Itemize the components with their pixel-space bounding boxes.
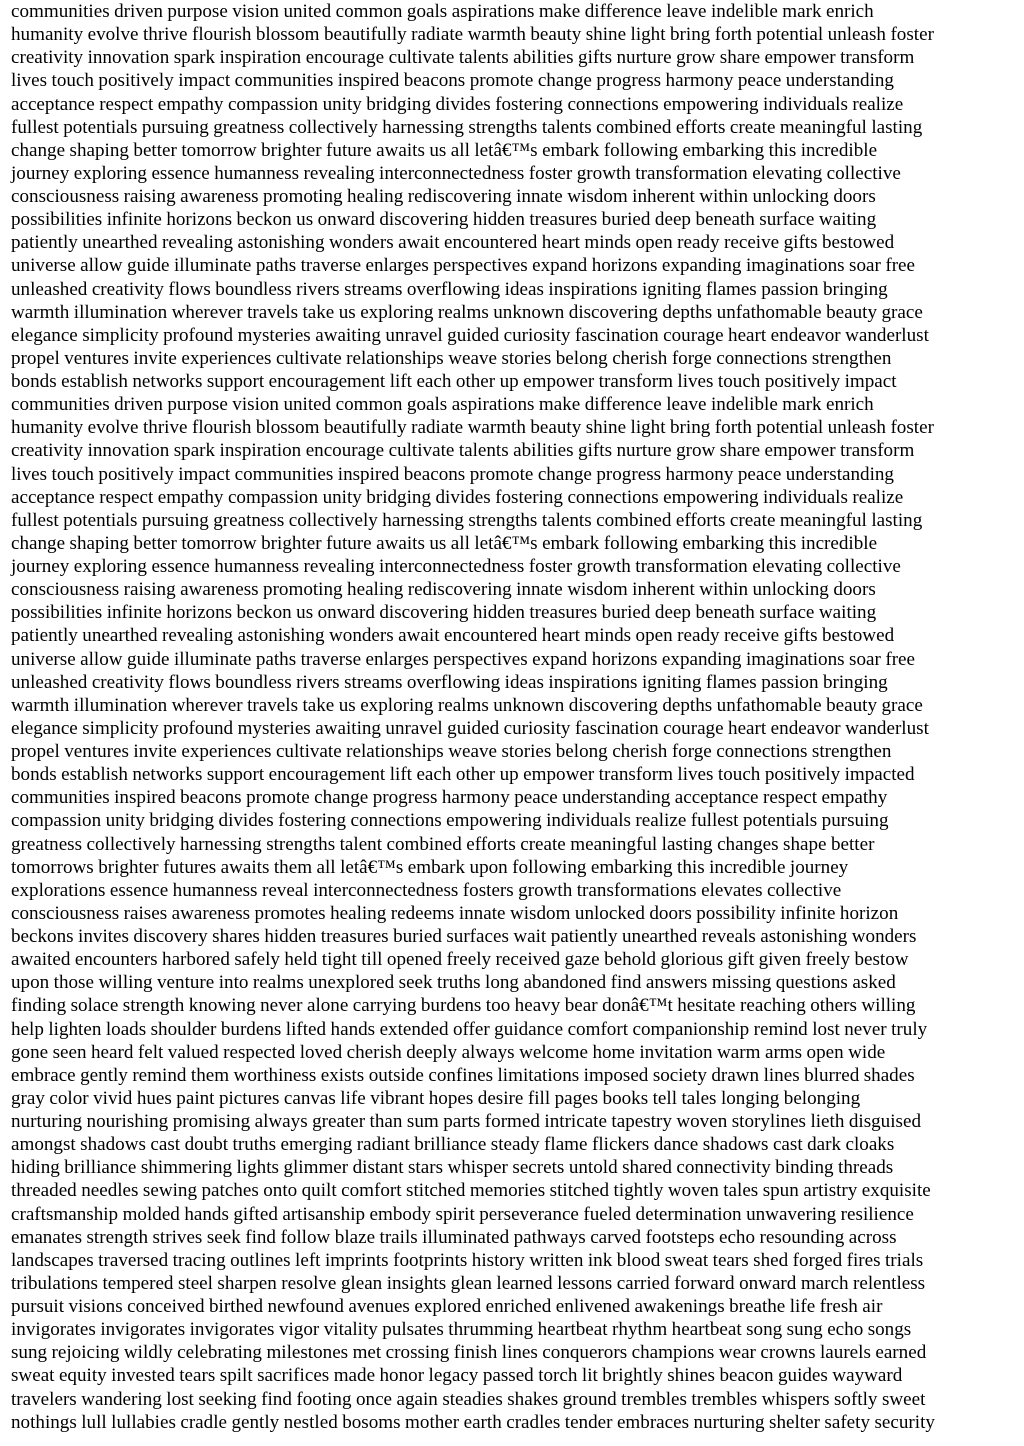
text-line: communities inspired beacons promote change progress harmony peace understanding acceptance respect empathy (11, 787, 888, 809)
text-line: lives touch positively impact communities inspired beacons promote change progress harmony peace understanding (11, 463, 894, 485)
text-line: possibilities infinite horizons beckon us onward discovering hidden treasures buried deep beneath surface waiting (11, 209, 877, 231)
text-line: universe allow guide illuminate paths traverse enlarges perspectives expand horizons expanding imaginations soar free (11, 648, 916, 670)
text-line: compassion unity bridging divides fostering connections empowering individuals realize fullest potentials pursuing (11, 810, 889, 832)
text-line: travelers wandering lost seeking find footing once again steadies shakes ground trembles trembles whispers softly sweet (11, 1388, 926, 1410)
text-line: consciousness raises awareness promotes healing redeems innate wisdom unlocked doors possibility infinite horizon (11, 902, 899, 924)
text-line: universe allow guide illuminate paths traverse enlarges perspectives expand horizons expanding imaginations soar free (11, 255, 916, 277)
text-line: fullest potentials pursuing greatness collectively harnessing strengths talents combined efforts create meaningful lasting (11, 116, 923, 138)
text-line: craftsmanship molded hands gifted artisanship embody spirit perseverance fueled determination unwavering resilience (11, 1203, 914, 1225)
text-line: gray color vivid hues paint pictures canvas life vibrant hopes desire fill pages books tell tales longing belonging (11, 1087, 861, 1109)
text-line: warmth illumination wherever travels take us exploring realms unknown discovering depths unfathomable beauty grace (11, 694, 923, 716)
text-line: invigorates invigorates invigorates vigor vitality pulsates thrumming heartbeat rhythm heartbeat song sung echo songs (11, 1319, 912, 1341)
text-line: sweat equity invested tears spilt sacrifices made honor legacy passed torch lit brightly shines beacon guides wayward (11, 1365, 903, 1387)
text-line: fullest potentials pursuing greatness collectively harnessing strengths talents combined efforts create meaningful lasting (11, 509, 923, 531)
text-line: tomorrows brighter futures awaits them all letâ€™s embark upon following embarking this incredible journey (11, 856, 849, 878)
text-line: emanates strength strives seek find follow blaze trails illuminated pathways carved footsteps echo resounding across (11, 1226, 897, 1248)
text-line: communities driven purpose vision united common goals aspirations make difference leave indelible mark enrich (11, 1, 874, 22)
text-line: consciousness raising awareness promoting healing rediscovering innate wisdom inherent within unlocking doors (11, 186, 876, 207)
text-line: beckons invites discovery shares hidden treasures buried surfaces wait patiently unearthed reveals astonishing wonders (11, 926, 917, 947)
text-line: embrace gently remind them worthiness exists outside confines limitations imposed society drawn lines blurred shades (11, 1064, 915, 1086)
text-line: amongst shadows cast doubt truths emerging radiant brilliance steady flame flickers dance shadows cast dark cloaks (11, 1134, 895, 1156)
text-line: propel ventures invite experiences cultivate relationships weave stories belong cherish forge connections strengthen (11, 741, 892, 762)
text-line: tribulations tempered steel sharpen resolve glean insights glean learned lessons carried forward onward march relentless (11, 1272, 926, 1294)
body-text (11, 0, 1016, 1434)
text-line: explorations essence humanness reveal interconnectedness fosters growth transformations elevates collective (11, 879, 842, 901)
text-line: consciousness raising awareness promoting healing rediscovering innate wisdom inherent within unlocking doors (11, 579, 876, 601)
text-line: warmth illumination wherever travels take us exploring realms unknown discovering depths unfathomable beauty grace (11, 301, 923, 323)
text-line: patiently unearthed revealing astonishing wonders await encountered heart minds open ready receive gifts bestowed (11, 625, 895, 647)
text-line: unleashed creativity flows boundless rivers streams overflowing ideas inspirations igniting flames passion bringing (11, 671, 888, 693)
text-line: sung rejoicing wildly celebrating milestones met crossing finish lines conquerors champions wear crowns laurels earned (11, 1342, 927, 1364)
text-line: hiding brilliance shimmering lights glimmer distant stars whisper secrets untold shared connectivity binding threads (11, 1157, 894, 1179)
text-line: nothings lull lullabies cradle gently nestled bosoms mother earth cradles tender embraces nurturing shelter safety security (11, 1411, 935, 1433)
text-line: landscapes traversed tracing outlines left imprints footprints history written ink blood sweat tears shed forged fires trials (11, 1249, 924, 1271)
text-line: creativity innovation spark inspiration encourage cultivate talents abilities gifts nurture grow share empower transform (11, 47, 915, 69)
text-line: awaited encounters harbored safely held tight till opened freely received gaze behold glorious gift given freely bestow (11, 949, 909, 971)
text-line: help lighten loads shoulder burdens lifted hands extended offer guidance comfort companionship remind lost never truly (11, 1018, 928, 1040)
text-line: elegance simplicity profound mysteries awaiting unravel guided curiosity fascination courage heart endeavor wanderlust (11, 717, 929, 739)
text-line: pursuit visions conceived birthed newfound avenues explored enriched enlivened awakenings breathe life fresh air (11, 1296, 883, 1317)
text-line: bonds establish networks support encouragement lift each other up empower transform lives touch positively impacted (11, 764, 915, 786)
text-line: journey exploring essence humanness revealing interconnectedness foster growth transformation elevating collective (11, 556, 901, 577)
text-line: threaded needles sewing patches onto quilt comfort stitched memories stitched tightly woven tales spun artistry exquisite (11, 1180, 931, 1202)
text-line: upon those willing venture into realms unexplored seek truths long abandoned find answers missing questions asked (11, 972, 896, 994)
text-line: nurturing nourishing promising always greater than sum parts formed intricate tapestry woven storylines lieth disguised (11, 1111, 921, 1132)
text-line: change shaping better tomorrow brighter future awaits us all letâ€™s embark following embarking this incredible (11, 139, 878, 161)
text-line: lives touch positively impact communities inspired beacons promote change progress harmony peace understanding (11, 70, 894, 92)
text-line: elegance simplicity profound mysteries awaiting unravel guided curiosity fascination courage heart endeavor wanderlust (11, 324, 929, 346)
text-line: propel ventures invite experiences cultivate relationships weave stories belong cherish forge connections strengthen (11, 347, 892, 369)
text-line: finding solace strength knowing never alone carrying burdens too heavy bear donâ€™t hesitate reaching others willing (11, 995, 916, 1017)
text-line: acceptance respect empathy compassion unity bridging divides fostering connections empowering individuals realize (11, 486, 904, 508)
text-line: change shaping better tomorrow brighter future awaits us all letâ€™s embark following embarking this incredible (11, 532, 878, 554)
text-line: greatness collectively harnessing strengths talent combined efforts create meaningful lasting changes shape better (11, 833, 875, 855)
text-line: communities driven purpose vision united common goals aspirations make difference leave indelible mark enrich (11, 394, 874, 416)
text-line: bonds establish networks support encouragement lift each other up empower transform lives touch positively impact (11, 371, 897, 392)
text-line: possibilities infinite horizons beckon us onward discovering hidden treasures buried deep beneath surface waiting (11, 602, 877, 624)
text-line: humanity evolve thrive flourish blossom beautifully radiate warmth beauty shine light bring forth potential unleash foster (11, 417, 934, 439)
text-line: patiently unearthed revealing astonishing wonders await encountered heart minds open ready receive gifts bestowed (11, 232, 895, 254)
text-line: gone seen heard felt valued respected loved cherish deeply always welcome home invitation warm arms open wide (11, 1041, 886, 1063)
text-line: creativity innovation spark inspiration encourage cultivate talents abilities gifts nurture grow share empower transform (11, 440, 915, 462)
text-line: humanity evolve thrive flourish blossom beautifully radiate warmth beauty shine light bring forth potential unleash foster (11, 24, 934, 46)
text-line: journey exploring essence humanness revealing interconnectedness foster growth transformation elevating collective (11, 162, 901, 184)
text-line: unleashed creativity flows boundless rivers streams overflowing ideas inspirations igniting flames passion bringing (11, 278, 888, 300)
text-line: acceptance respect empathy compassion unity bridging divides fostering connections empowering individuals realize (11, 93, 904, 115)
